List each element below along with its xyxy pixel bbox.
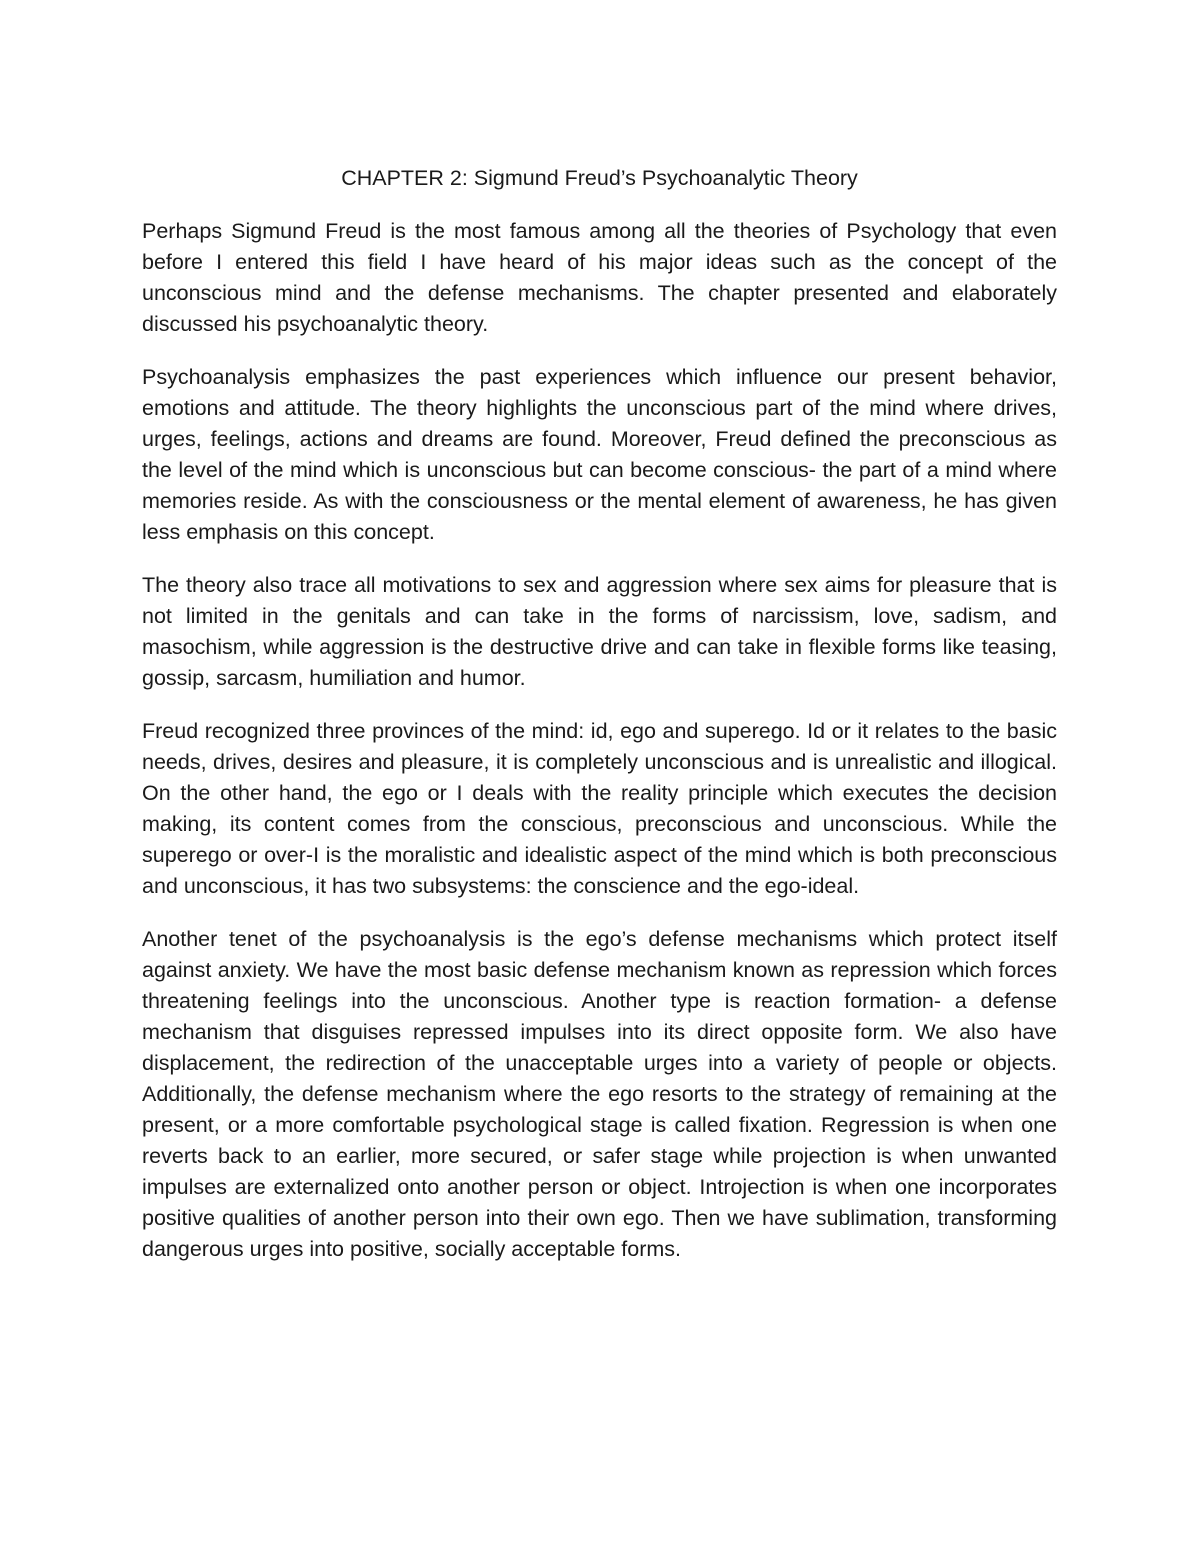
- paragraph-provinces-of-mind: Freud recognized three provinces of the mind: id, ego and superego. Id or it relates to the basic needs, drives, desires and pleasure, it is completely unconscious and is unrealistic and illogical. On the other hand, the ego or I deals with the reality principle which executes the decision making, its content comes from the conscious, preconscious and unconscious. While the superego or over-I is the moralistic and idealistic aspect of the mind which is both preconscious and unconscious, it has two subsystems: the conscience and the ego-ideal.: [142, 719, 1057, 898]
- chapter-title: CHAPTER 2: Sigmund Freud’s Psychoanalytic Theory: [341, 166, 858, 190]
- paragraph-defense-mechanisms: Another tenet of the psychoanalysis is the ego’s defense mechanisms which protect itself against anxiety. We have the most basic defense mechanism known as repression which forces threatening feelings into the unconscious. Another type is reaction formation- a defense mechanism that disguises repressed impulses into its direct opposite form. We also have displacement, the redirection of the unacceptable urges into a variety of people or objects. Additionally, the defense mechanism where the ego resorts to the strategy of remaining at the present, or a more comfortable psychological stage is called fixation. Regression is when one reverts back to an earlier, more secured, or safer stage while projection is when unwanted impulses are externalized onto another person or object. Introjection is when one incorporates positive qualities of another person into their own ego. Then we have sublimation, transforming dangerous urges into positive, socially acceptable forms.: [142, 927, 1057, 1261]
- paragraph-motivations: The theory also trace all motivations to sex and aggression where sex aims for pleasure that is not limited in the genitals and can take in the forms of narcissism, love, sadism, and masochism, while aggression is the destructive drive and can take in flexible forms like teasing, gossip, sarcasm, humiliation and humor.: [142, 573, 1057, 690]
- paragraph-introduction: Perhaps Sigmund Freud is the most famous among all the theories of Psychology that even before I entered this field I have heard of his major ideas such as the concept of the unconscious mind and the defense mechanisms. The chapter presented and elaborately discussed his psychoanalytic theory.: [142, 219, 1057, 336]
- document-body: [142, 160, 1057, 1287]
- paragraph-psychoanalysis: Psychoanalysis emphasizes the past experiences which influence our present behavior, emotions and attitude. The theory highlights the unconscious part of the mind where drives, urges, feelings, actions and dreams are found. Moreover, Freud defined the preconscious as the level of the mind which is unconscious but can become conscious- the part of a mind where memories reside. As with the consciousness or the mental element of awareness, he has given less emphasis on this concept.: [142, 365, 1057, 544]
